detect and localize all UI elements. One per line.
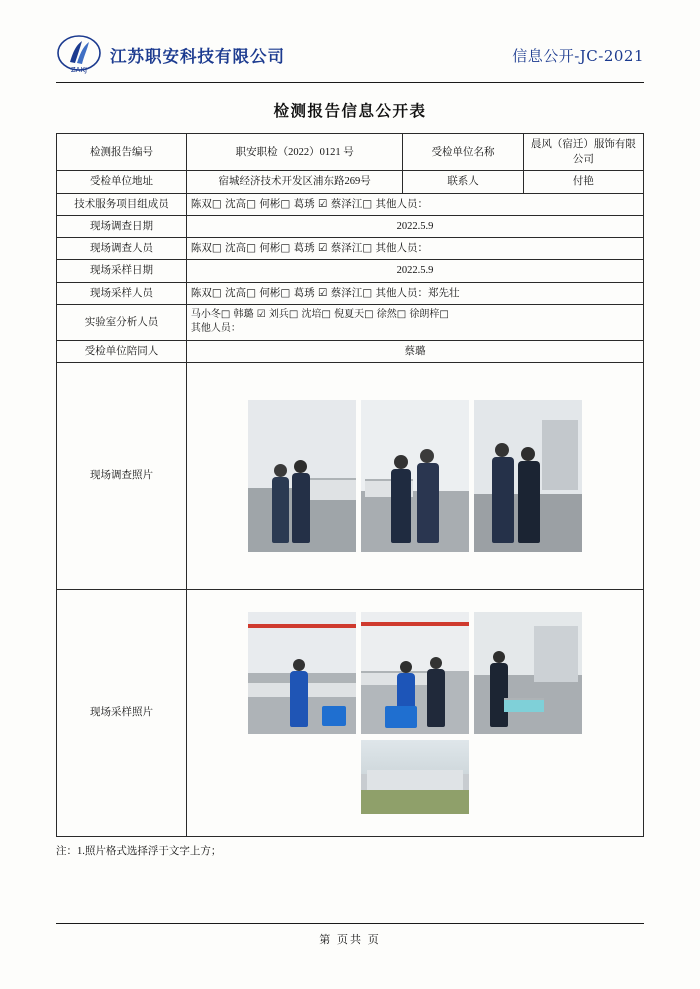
- table-row-sampling-photos: [57, 589, 644, 836]
- document-code: 信息公开-JC-2021: [512, 46, 644, 65]
- sampling-photo-3: [474, 612, 582, 734]
- contact-value: 付艳: [523, 171, 643, 193]
- page-footer: 第 页共 页: [56, 923, 644, 947]
- accompany-value: 蔡璐: [186, 340, 643, 362]
- company-name: 江苏职安科技有限公司: [110, 47, 285, 66]
- table-row-survey-photos: [57, 362, 644, 589]
- survey-date-label: 现场调查日期: [57, 215, 187, 237]
- survey-photo-2: [361, 400, 469, 552]
- survey-photo-3: [474, 400, 582, 552]
- survey-staff-value: 陈双□ 沈高□ 何彬□ 葛琇 ☑ 蔡泽江□ 其他人员：: [186, 238, 643, 260]
- report-no-label: 检测报告编号: [57, 134, 187, 171]
- sampling-date-value: 2022.5.9: [186, 260, 643, 282]
- survey-photo-1: [248, 400, 356, 552]
- table-row: [57, 340, 644, 362]
- sampling-photo-row-1: [191, 612, 639, 734]
- accompany-label: 受检单位陪同人: [57, 340, 187, 362]
- table-row: [57, 171, 644, 193]
- info-table: [56, 133, 644, 837]
- sampling-date-label: 现场采样日期: [57, 260, 187, 282]
- sampling-photo-2: [361, 612, 469, 734]
- team-value: 陈双□ 沈高□ 何彬□ 葛琇 ☑ 蔡泽江□ 其他人员：: [186, 193, 643, 215]
- client-name-label: 受检单位名称: [403, 134, 523, 171]
- table-row: [57, 134, 644, 171]
- table-row: [57, 282, 644, 304]
- survey-photo-row: [191, 400, 639, 552]
- lab-staff-value-line1: 马小冬□ 韩璐 ☑ 刘兵□ 沈培□ 倪夏天□ 徐然□ 徐朗梓□: [190, 308, 449, 320]
- team-label: 技术服务项目组成员: [57, 193, 187, 215]
- sampling-staff-value: 陈双□ 沈高□ 何彬□ 葛琇 ☑ 蔡泽江□ 其他人员：郑先壮: [186, 282, 643, 304]
- svg-text:ZAKJ: ZAKJ: [70, 66, 88, 74]
- table-row: [57, 304, 644, 340]
- lab-staff-value-line2: 其他人员：: [190, 323, 241, 335]
- table-row: [57, 260, 644, 282]
- contact-label: 联系人: [403, 171, 523, 193]
- brand: [56, 34, 285, 76]
- table-row: [57, 238, 644, 260]
- client-name-value: 晨风（宿迁）服饰有限公司: [523, 134, 643, 171]
- company-logo-icon: [56, 34, 102, 76]
- sampling-photos-label: 现场采样照片: [57, 589, 187, 836]
- table-row: [57, 193, 644, 215]
- sampling-staff-label: 现场采样人员: [57, 282, 187, 304]
- sampling-photo-1: [248, 612, 356, 734]
- survey-photos-label: 现场调查照片: [57, 362, 187, 589]
- sampling-photo-row-2: [191, 740, 639, 814]
- lab-staff-label: 实验室分析人员: [57, 304, 187, 340]
- client-addr-label: 受检单位地址: [57, 171, 187, 193]
- lab-staff-value-cell: [186, 304, 643, 340]
- survey-staff-label: 现场调查人员: [57, 238, 187, 260]
- survey-date-value: 2022.5.9: [186, 215, 643, 237]
- report-no-value: 职安职检（2022）0121 号: [186, 134, 403, 171]
- sampling-photos-cell: [186, 589, 643, 836]
- document-header: [56, 34, 644, 83]
- page-title: 检测报告信息公开表: [273, 103, 427, 120]
- table-row: [57, 215, 644, 237]
- sampling-photo-4: [361, 740, 469, 814]
- survey-photos-cell: [186, 362, 643, 589]
- client-addr-value: 宿城经济技术开发区浦东路269号: [186, 171, 403, 193]
- table-note: 注：1.照片格式选择浮于文字上方；: [56, 845, 222, 857]
